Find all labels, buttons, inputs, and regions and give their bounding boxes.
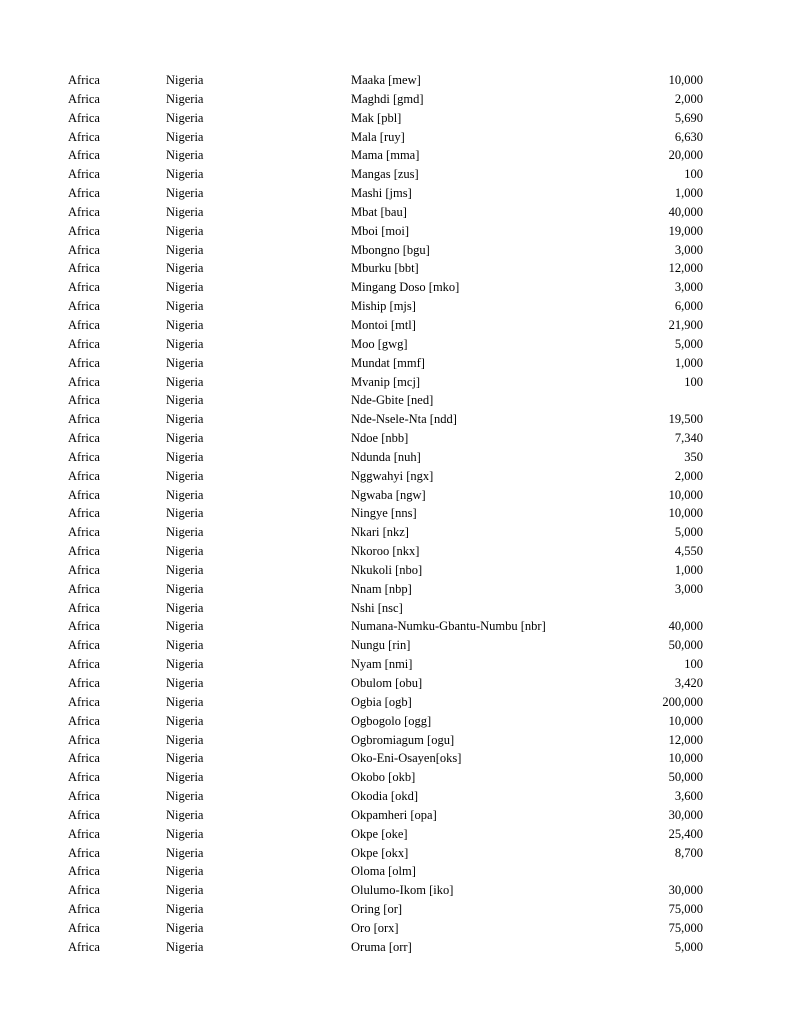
table-row [68,731,703,750]
table-row [68,693,703,712]
population-cell: 3,000 [674,280,703,295]
continent-cell: Africa [68,525,100,540]
table-row [68,825,703,844]
language-cell: Okpamheri [opa] [351,807,437,822]
table-row [68,241,703,260]
population-cell: 100 [684,657,703,672]
country-cell: Nigeria [166,657,204,672]
country-cell: Nigeria [166,562,204,577]
continent-cell: Africa [68,449,100,464]
country-cell: Nigeria [166,694,204,709]
table-row [68,542,703,561]
continent-cell: Africa [68,939,100,954]
language-cell: Nshi [nsc] [351,600,403,615]
table-row [68,410,703,429]
population-cell: 2,000 [674,468,703,483]
country-cell: Nigeria [166,110,204,125]
country-cell: Nigeria [166,845,204,860]
language-cell: Montoi [mtl] [351,317,416,332]
population-cell: 20,000 [668,148,703,163]
country-cell: Nigeria [166,336,204,351]
language-cell: Mama [mma] [351,148,420,163]
continent-cell: Africa [68,242,100,257]
continent-cell: Africa [68,694,100,709]
language-cell: Mak [pbl] [351,110,402,125]
language-cell: Moo [gwg] [351,336,408,351]
continent-cell: Africa [68,789,100,804]
table-row [68,71,703,90]
country-cell: Nigeria [166,204,204,219]
population-cell: 30,000 [668,883,703,898]
population-cell: 12,000 [668,261,703,276]
table-row [68,674,703,693]
continent-cell: Africa [68,299,100,314]
table-row [68,373,703,392]
population-cell: 3,000 [674,242,703,257]
population-cell: 4,550 [674,544,703,559]
language-cell: Oruma [orr] [351,939,412,954]
population-cell: 5,000 [674,525,703,540]
continent-cell: Africa [68,374,100,389]
population-cell: 12,000 [668,732,703,747]
language-cell: Mbongno [bgu] [351,242,430,257]
table-row [68,448,703,467]
language-cell: Okpe [okx] [351,845,409,860]
population-cell: 3,000 [674,581,703,596]
population-cell: 1,000 [674,186,703,201]
language-cell: Okobo [okb] [351,770,416,785]
table-row [68,278,703,297]
language-cell: Nde-Gbite [ned] [351,393,434,408]
continent-cell: Africa [68,280,100,295]
language-cell: Ogbogolo [ogg] [351,713,432,728]
country-cell: Nigeria [166,242,204,257]
language-cell: Nnam [nbp] [351,581,412,596]
language-cell: Mboi [moi] [351,223,409,238]
population-cell: 1,000 [674,355,703,370]
table-row [68,712,703,731]
table-row [68,749,703,768]
continent-cell: Africa [68,713,100,728]
continent-cell: Africa [68,468,100,483]
population-cell: 2,000 [674,91,703,106]
country-cell: Nigeria [166,148,204,163]
continent-cell: Africa [68,487,100,502]
table-row [68,655,703,674]
language-cell: Oloma [olm] [351,864,416,879]
language-cell: Ndunda [nuh] [351,449,421,464]
population-cell: 75,000 [668,902,703,917]
country-cell: Nigeria [166,431,204,446]
population-cell: 19,000 [668,223,703,238]
population-cell [583,599,703,618]
country-cell: Nigeria [166,600,204,615]
population-cell: 75,000 [668,920,703,935]
country-cell: Nigeria [166,393,204,408]
language-cell: Ndoe [nbb] [351,431,409,446]
population-cell [583,862,703,881]
language-cell: Nde-Nsele-Nta [ndd] [351,412,457,427]
population-cell: 100 [684,167,703,182]
population-cell: 6,000 [674,299,703,314]
language-cell: Oko-Eni-Osayen[oks] [351,751,462,766]
table-row [68,184,703,203]
continent-cell: Africa [68,826,100,841]
country-cell: Nigeria [166,638,204,653]
continent-cell: Africa [68,581,100,596]
population-cell: 10,000 [668,487,703,502]
population-cell: 30,000 [668,807,703,822]
population-cell: 5,000 [674,336,703,351]
population-cell: 50,000 [668,770,703,785]
population-cell: 21,900 [668,317,703,332]
table-row [68,938,703,957]
table-row [68,354,703,373]
population-cell: 40,000 [668,619,703,634]
continent-cell: Africa [68,91,100,106]
continent-cell: Africa [68,676,100,690]
country-cell: Nigeria [166,91,204,106]
language-cell: Ogbromiagum [ogu] [351,732,455,747]
language-cell: Okpe [oke] [351,826,408,841]
country-cell: Nigeria [166,732,204,747]
table-row [68,617,703,636]
continent-cell: Africa [68,167,100,182]
continent-cell: Africa [68,657,100,672]
language-cell: Mashi [jms] [351,186,412,201]
table-row [68,486,703,505]
country-cell: Nigeria [166,581,204,596]
table-row [68,165,703,184]
continent-cell: Africa [68,562,100,577]
table-row [68,787,703,806]
language-cell: Miship [mjs] [351,299,416,314]
continent-cell: Africa [68,261,100,276]
country-cell: Nigeria [166,129,204,144]
continent-cell: Africa [68,920,100,935]
country-cell: Nigeria [166,619,204,634]
country-cell: Nigeria [166,261,204,276]
continent-cell: Africa [68,845,100,860]
table-row [68,768,703,787]
table-row [68,881,703,900]
continent-cell: Africa [68,204,100,219]
country-cell: Nigeria [166,223,204,238]
table-row [68,862,703,881]
language-cell: Nyam [nmi] [351,657,413,672]
continent-cell: Africa [68,883,100,898]
population-cell: 5,000 [674,939,703,954]
table-row [68,391,703,410]
country-cell: Nigeria [166,939,204,954]
continent-cell: Africa [68,148,100,163]
country-cell: Nigeria [166,676,204,690]
continent-cell: Africa [68,393,100,408]
continent-cell: Africa [68,336,100,351]
table-row [68,90,703,109]
country-cell: Nigeria [166,525,204,540]
continent-cell: Africa [68,751,100,766]
continent-cell: Africa [68,110,100,125]
table-row [68,128,703,147]
population-cell: 3,420 [674,676,703,690]
language-cell: Maghdi [gmd] [351,91,424,106]
language-cell: Okodia [okd] [351,789,418,804]
continent-cell: Africa [68,412,100,427]
population-cell: 100 [684,374,703,389]
language-cell: Ningye [nns] [351,506,417,521]
country-cell: Nigeria [166,317,204,332]
continent-cell: Africa [68,73,100,87]
table-row [68,919,703,938]
country-cell: Nigeria [166,789,204,804]
continent-cell: Africa [68,770,100,785]
continent-cell: Africa [68,431,100,446]
language-cell: Mangas [zus] [351,167,419,182]
population-cell: 40,000 [668,204,703,219]
country-cell: Nigeria [166,751,204,766]
continent-cell: Africa [68,864,100,879]
table-row [68,467,703,486]
language-cell: Mundat [mmf] [351,355,425,370]
country-cell: Nigeria [166,487,204,502]
country-cell: Nigeria [166,544,204,559]
table-row [68,523,703,542]
language-cell: Mbat [bau] [351,204,407,219]
country-cell: Nigeria [166,167,204,182]
table-row [68,504,703,523]
continent-cell: Africa [68,902,100,917]
country-cell: Nigeria [166,73,204,87]
country-cell: Nigeria [166,920,204,935]
table-row [68,599,703,618]
population-cell: 350 [684,449,703,464]
population-cell: 8,700 [674,845,703,860]
population-cell: 10,000 [668,713,703,728]
country-cell: Nigeria [166,770,204,785]
country-cell: Nigeria [166,186,204,201]
population-cell: 6,630 [674,129,703,144]
table-row [68,203,703,222]
population-cell: 200,000 [662,694,703,709]
population-cell: 10,000 [668,506,703,521]
table-row [68,146,703,165]
language-cell: Maaka [mew] [351,73,421,87]
population-cell: 50,000 [668,638,703,653]
table-row [68,580,703,599]
language-cell: Nkoroo [nkx] [351,544,420,559]
language-cell: Mburku [bbt] [351,261,419,276]
continent-cell: Africa [68,600,100,615]
table-row [68,316,703,335]
country-cell: Nigeria [166,864,204,879]
country-cell: Nigeria [166,902,204,917]
country-cell: Nigeria [166,299,204,314]
table-row [68,429,703,448]
population-cell: 1,000 [674,562,703,577]
country-cell: Nigeria [166,449,204,464]
country-cell: Nigeria [166,374,204,389]
country-cell: Nigeria [166,807,204,822]
language-cell: Mingang Doso [mko] [351,280,460,295]
language-cell: Mvanip [mcj] [351,374,421,389]
table-row [68,297,703,316]
continent-cell: Africa [68,186,100,201]
continent-cell: Africa [68,355,100,370]
language-cell: Nkari [nkz] [351,525,409,540]
population-cell: 5,690 [674,110,703,125]
table-row [68,335,703,354]
table-row [68,109,703,128]
continent-cell: Africa [68,807,100,822]
language-cell: Oring [or] [351,902,403,917]
population-cell [583,391,703,410]
language-cell: Nkukoli [nbo] [351,562,423,577]
language-cell: Olulumo-Ikom [iko] [351,883,454,898]
table-row [68,900,703,919]
language-cell: Nungu [rin] [351,638,411,653]
table-row [68,561,703,580]
country-cell: Nigeria [166,280,204,295]
table-row [68,259,703,278]
language-cell: Ogbia [ogb] [351,694,412,709]
population-cell: 25,400 [668,826,703,841]
language-table [68,71,703,957]
country-cell: Nigeria [166,713,204,728]
country-cell: Nigeria [166,883,204,898]
country-cell: Nigeria [166,468,204,483]
table-row [68,806,703,825]
continent-cell: Africa [68,223,100,238]
language-cell: Oro [orx] [351,920,399,935]
continent-cell: Africa [68,544,100,559]
continent-cell: Africa [68,732,100,747]
population-cell: 7,340 [674,431,703,446]
country-cell: Nigeria [166,826,204,841]
language-cell: Obulom [obu] [351,676,423,690]
table-row [68,222,703,241]
country-cell: Nigeria [166,355,204,370]
country-cell: Nigeria [166,412,204,427]
continent-cell: Africa [68,619,100,634]
continent-cell: Africa [68,129,100,144]
continent-cell: Africa [68,317,100,332]
population-cell: 10,000 [668,751,703,766]
country-cell: Nigeria [166,506,204,521]
language-cell: Nggwahyi [ngx] [351,468,434,483]
table-row [68,636,703,655]
language-cell: Ngwaba [ngw] [351,487,426,502]
population-cell: 19,500 [668,412,703,427]
continent-cell: Africa [68,638,100,653]
language-cell: Mala [ruy] [351,129,405,144]
continent-cell: Africa [68,506,100,521]
population-cell: 3,600 [674,789,703,804]
table-row [68,844,703,863]
language-cell: Numana-Numku-Gbantu-Numbu [nbr] [351,619,546,634]
population-cell: 10,000 [668,73,703,87]
